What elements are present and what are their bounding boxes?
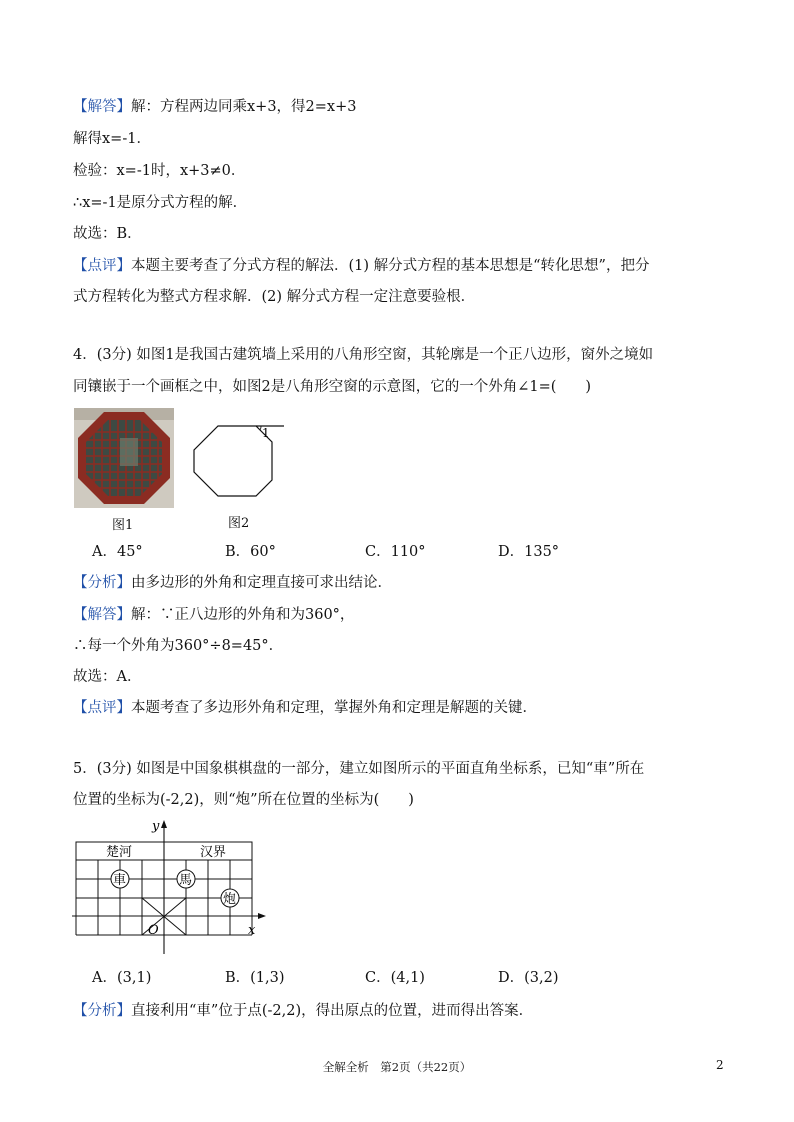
- q4-analysis: [73, 573, 392, 593]
- q5-analysis: [73, 1001, 533, 1021]
- y-axis-label: y: [152, 819, 160, 834]
- page-number: 2: [716, 1058, 724, 1072]
- q3-solution-line3: 检验：x=-1时，x+3≠0．: [73, 163, 246, 179]
- figure2-label: 图2: [228, 516, 250, 531]
- angle-1-label: 1: [262, 426, 270, 440]
- q5-analysis-text: 直接利用“車”位于点(-2,2)，得出原点的位置，进而得出答案．: [131, 1003, 534, 1019]
- octagon-shape: [194, 426, 272, 496]
- piece-ma-label: 馬: [179, 873, 193, 888]
- q4-solution-line1: [73, 605, 354, 625]
- solution-tag: 【解答】: [73, 99, 131, 115]
- origin-label: O: [148, 923, 159, 938]
- figure1-label: 图1: [112, 518, 134, 533]
- analysis-tag: 【分析】: [73, 1003, 131, 1019]
- q4-comment-text: 本题考查了多边形外角和定理，掌握外角和定理是解题的关键．: [131, 700, 537, 716]
- q3-comment-line2: 式方程转化为整式方程求解．(2) 解分式方程一定注意要验根．: [73, 289, 476, 305]
- q4-solution-line3: 故选：A．: [73, 669, 142, 685]
- solution-tag: 【解答】: [73, 607, 131, 623]
- q4-analysis-text: 由多边形的外角和定理直接可求出结论．: [131, 575, 392, 591]
- piece-pao-label: 炮: [223, 892, 237, 907]
- q3-solution-line1: [73, 97, 356, 117]
- octagon-window-illustration: [74, 408, 174, 508]
- octagon-window-photo: [74, 408, 174, 508]
- q4-solution-line2: ∴每一个外角为360°÷8=45°．: [73, 638, 284, 654]
- comment-tag: 【点评】: [73, 258, 131, 274]
- q3-comment-text: 本题主要考查了分式方程的解法．(1) 解分式方程的基本思想是“转化思想”，把分: [131, 258, 650, 274]
- q5-option-d: D．(3,2): [498, 970, 559, 986]
- q5-stem-line2: 位置的坐标为(-2,2)，则“炮”所在位置的坐标为( ): [73, 792, 414, 808]
- q4-option-d: D．135°: [498, 544, 560, 560]
- page-footer: 全解全析 第2页（共22页）: [322, 1060, 472, 1074]
- q4-stem-line1: 4．(3分) 如图1是我国古建筑墙上采用的八角形空窗，其轮廓是一个正八边形，窗外之境如: [73, 347, 654, 363]
- q4-option-b: B．60°: [225, 544, 276, 560]
- q4-stem-line2: 同镶嵌于一个画框之中，如图2是八角形空窗的示意图，它的一个外角∠1=( ): [73, 379, 592, 395]
- y-axis-arrow: [161, 820, 167, 828]
- x-axis-arrow: [258, 913, 266, 919]
- q3-solution-line4: ∴x=-1是原分式方程的解．: [73, 195, 248, 211]
- q4-comment: [73, 698, 537, 718]
- octagon-diagram: [190, 420, 290, 510]
- analysis-tag: 【分析】: [73, 575, 131, 591]
- q4-option-a: A．45°: [92, 544, 143, 560]
- chess-board-diagram: [68, 818, 268, 958]
- q5-option-b: B．(1,3): [225, 970, 285, 986]
- q3-solution-line2: 解得x=-1．: [73, 131, 151, 147]
- angle-arc: [260, 426, 261, 430]
- river-left-text: 楚河: [106, 845, 133, 860]
- comment-tag: 【点评】: [73, 700, 131, 716]
- q4-option-c: C．110°: [365, 544, 426, 560]
- q3-comment-line1: [73, 256, 649, 276]
- q3-solution-text: 解：方程两边同乘x+3，得2=x+3: [131, 99, 357, 115]
- q5-stem-line1: 5．(3分) 如图是中国象棋棋盘的一部分，建立如图所示的平面直角坐标系，已知“車”所在: [73, 761, 645, 777]
- piece-che-label: 車: [113, 873, 127, 888]
- q3-solution-line5: 故选：B．: [73, 226, 142, 242]
- x-axis-label: x: [248, 923, 256, 938]
- river-right-text: 汉界: [200, 845, 227, 860]
- q5-option-c: C．(4,1): [365, 970, 425, 986]
- q4-solution-text: 解：∵正八边形的外角和为360°，: [131, 607, 355, 623]
- q5-option-a: A．(3,1): [92, 970, 152, 986]
